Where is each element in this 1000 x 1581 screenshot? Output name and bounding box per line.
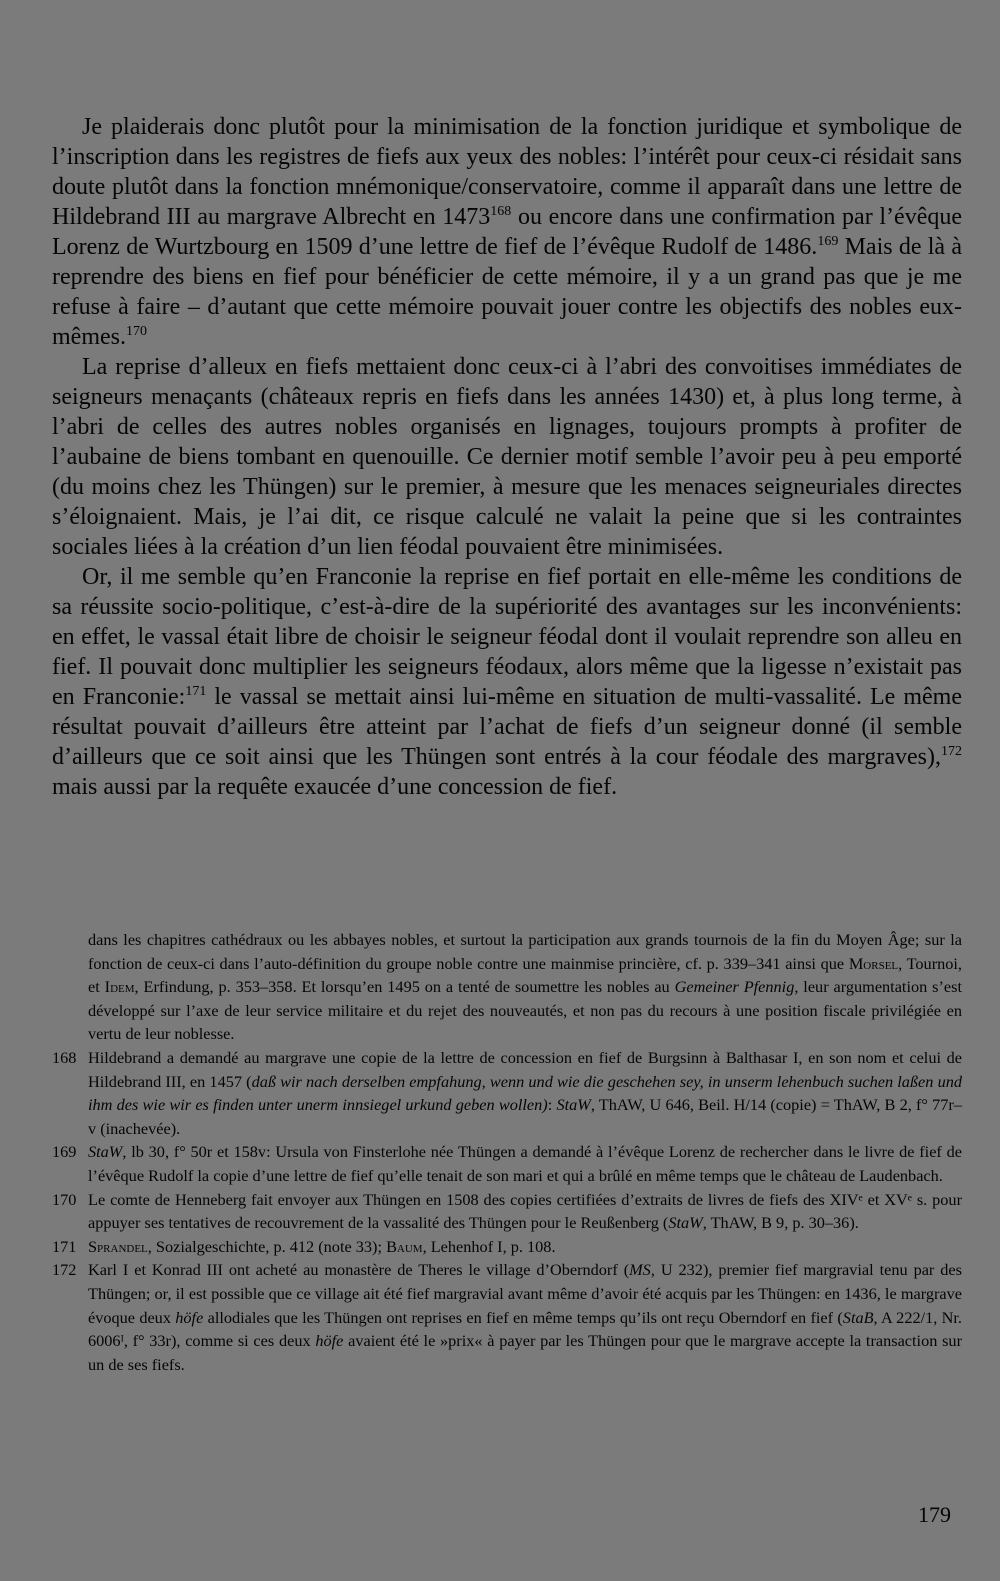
archive-staw: StaW xyxy=(88,1142,123,1162)
page-number: 179 xyxy=(918,1502,951,1527)
fn-cont-b: , Tournoi, et xyxy=(88,953,962,997)
archive-staw: StaW xyxy=(668,1213,703,1233)
fn168-c: , ThAW, U 646, Beil. H/14 (copie) = ThAW, B 2, f° 77r–v (inachevée). xyxy=(88,1095,962,1138)
fn-cont-d: , leur argumentation s’est développé sur l’axe de leur service militaire et du rejet des nouveautés, et non pas du recours à une position fiscale privilégiée en vertu de leur noblesse. xyxy=(88,977,963,1044)
footnote-number: 168 xyxy=(52,1047,77,1067)
footnote-text xyxy=(88,1046,962,1140)
fn172-c: allodiales que les Thüngen ont reprises en fief en même temps qu’ils ont reçu Oberndorf en fief ( xyxy=(203,1307,843,1327)
fn171-b: , Lehenhof I, p. 108. xyxy=(422,1236,556,1256)
footnote-text xyxy=(88,1140,962,1187)
fn170-b: , ThAW, B 9, p. 30–36). xyxy=(702,1213,859,1233)
footnote-number: 171 xyxy=(52,1236,77,1256)
fn172-e: avaient été le »prix« à payer par les Thüngen pour que le margrave accepte la transaction sur un de ses fiefs. xyxy=(88,1331,962,1374)
main-text xyxy=(52,112,962,802)
fn-cont-c: , Erfindung, p. 353–358. Et lorsqu’en 1495 on a tenté de soumettre les nobles au xyxy=(134,977,675,997)
footnote-168 xyxy=(52,1046,962,1140)
footnotes xyxy=(52,928,962,1376)
footnote-ref-170: 170 xyxy=(125,324,147,339)
footnote-172 xyxy=(52,1258,962,1376)
footnote-169 xyxy=(52,1140,962,1187)
fn172-a: Karl I et Konrad III ont acheté au monastère de Theres le village d’Oberndorf ( xyxy=(88,1260,630,1280)
paragraph-1-part-b: ou encore dans une confirmation par l’évêque Lorenz de Wurtzbourg en 1509 d’une lettre de fief de l’évêque Rudolf de 1486. xyxy=(52,204,963,260)
paragraph-1-part-c: Mais de là à reprendre des biens en fief pour bénéficier de cette mémoire, il y a un grand pas que je me refuse à faire – d’autant que cette mémoire pouvait jouer contre les objectifs des nobles eux-mêmes. xyxy=(52,234,962,350)
author-sprandel: Sprandel xyxy=(88,1236,148,1256)
footnote-170 xyxy=(52,1188,962,1235)
fn168-a: Hildebrand a demandé au margrave une copie de la lettre de concession en fief de Burgsinn à Balthasar I, en son nom et celui de Hildebrand III, en 1457 ( xyxy=(88,1047,962,1091)
footnote-text xyxy=(88,1235,962,1259)
term-hofe: höfe xyxy=(315,1331,344,1351)
author-morsel: Morsel xyxy=(848,953,899,973)
paragraph-3-part-c: mais aussi par la requête exaucée d’une concession de fief. xyxy=(52,774,618,800)
author-idem: Idem xyxy=(104,977,135,997)
fn-cont-a: dans les chapitres cathédraux ou les abbayes nobles, et surtout la participation aux grands tournois de la fin du Moyen Âge; sur la fonction de ceux-ci dans l’auto-définition du groupe noble contre une mainmise princière, cf. p. 339–341 ainsi que xyxy=(88,930,962,973)
footnote-ref-171: 171 xyxy=(185,684,207,699)
footnote-number: 172 xyxy=(52,1260,77,1280)
footnote-ref-172: 172 xyxy=(941,744,962,759)
author-baum: Baum xyxy=(386,1236,423,1256)
paragraph-1-part-a: Je plaiderais donc plutôt pour la minimisation de la fonction juridique et symbolique de l’inscription dans les registres de fiefs aux yeux des nobles: l’intérêt pour ceux-ci résidait sans doute plutôt dans la fonction mnémonique/conservatoire, comme il apparaît dans une lettre de Hildebrand III au margrave Albrecht en 1473 xyxy=(52,114,962,230)
paragraph-3-part-a: Or, il me semble qu’en Franconie la reprise en fief portait en elle-même les conditions de sa réussite socio-politique, c’est-à-dire de la supériorité des avantages sur les inconvénients: en effet, le vassal était libre de choisir le seigneur féodal dont il voulait reprendre son alleu en fief. Il pouvait donc multiplier les seigneurs féodaux, alors même que la ligesse n’existait pas en Franconie: xyxy=(52,564,962,710)
footnote-171 xyxy=(52,1235,962,1259)
archive-ms: MS xyxy=(629,1260,651,1280)
footnote-ref-168: 168 xyxy=(490,204,512,219)
footnote-text xyxy=(88,1188,962,1235)
footnote-continuation xyxy=(52,928,962,1046)
archive-stab: StaB xyxy=(842,1307,874,1327)
paragraph-1 xyxy=(52,112,962,352)
fn170-a: Le comte de Henneberg fait envoyer aux Thüngen en 1508 des copies certifiées d’extraits de livres de fiefs des XIVᵉ et XVᵉ s. pour appuyer ses tentatives de recouvrement de la vassalité des Thüngen pour le Reußenberg ( xyxy=(88,1189,962,1233)
footnote-number: 170 xyxy=(52,1189,77,1209)
archive-staw: StaW xyxy=(556,1095,591,1115)
fn172-d: , A 222/1, Nr. 6006ᴵ, f° 33r), comme si ces deux xyxy=(88,1307,962,1351)
footnote-ref-169: 169 xyxy=(817,234,839,249)
fn168-quote: daß wir nach derselben empfahung, wenn und wie die geschehen sey, in unserm lehenbuch suchen laßen und ihm des wie wir es finden unter unerm innsiegel urkund geben wollen) xyxy=(88,1071,963,1115)
footnote-number: 169 xyxy=(52,1142,77,1162)
term-hofe: höfe xyxy=(175,1307,204,1327)
paragraph-3 xyxy=(52,562,962,802)
fn168-b: : xyxy=(547,1095,557,1115)
paragraph-3-part-b: le vassal se mettait ainsi lui-même en situation de multi-vassalité. Le même résultat pouvait d’ailleurs être atteint par l’achat de fiefs d’un seigneur donné (il semble d’ailleurs que ce soit ainsi que les Thüngen sont entrés à la cour féodale des margraves), xyxy=(52,684,962,770)
fn171-a: , Sozialgeschichte, p. 412 (note 33); xyxy=(147,1236,387,1256)
fn172-b: , U 232), premier fief margravial tenu par des Thüngen; or, il est possible que ce village ait été fief margravial avant même d’avoir été acquis par les Thüngen: en 1436, le margrave évoque deux xyxy=(88,1260,962,1327)
footnote-text xyxy=(88,1258,962,1376)
fn169-a: , lb 30, f° 50r et 158v: Ursula von Finsterlohe née Thüngen a demandé à l’évêque Lorenz de rechercher dans le livre de fief de l’évêque Rudolf la copie d’une lettre de fief qu’elle tenait de son mari et qui a brûlé en même temps que le château de Laudenbach. xyxy=(88,1142,962,1185)
paragraph-2: La reprise d’alleux en fiefs mettaient donc ceux-ci à l’abri des convoitises immédiates de seigneurs menaçants (châteaux repris en fiefs dans les années 1430) et, à plus long terme, à l’abri de celles des autres nobles organisés en lignages, toujours prompts à profiter de l’aubaine de biens tombant en quenouille. Ce dernier motif semble l’avoir peu à peu emporté (du moins chez les Thüngen) sur le premier, à mesure que les menaces seigneuriales directes s’éloignaient. Mais, je l’ai dit, ce risque calculé ne valait la peine que si les contraintes sociales liées à la création d’un lien féodal pouvaient être minimisées. xyxy=(52,354,962,560)
term-gemeiner-pfennig: Gemeiner Pfennig xyxy=(674,977,795,997)
